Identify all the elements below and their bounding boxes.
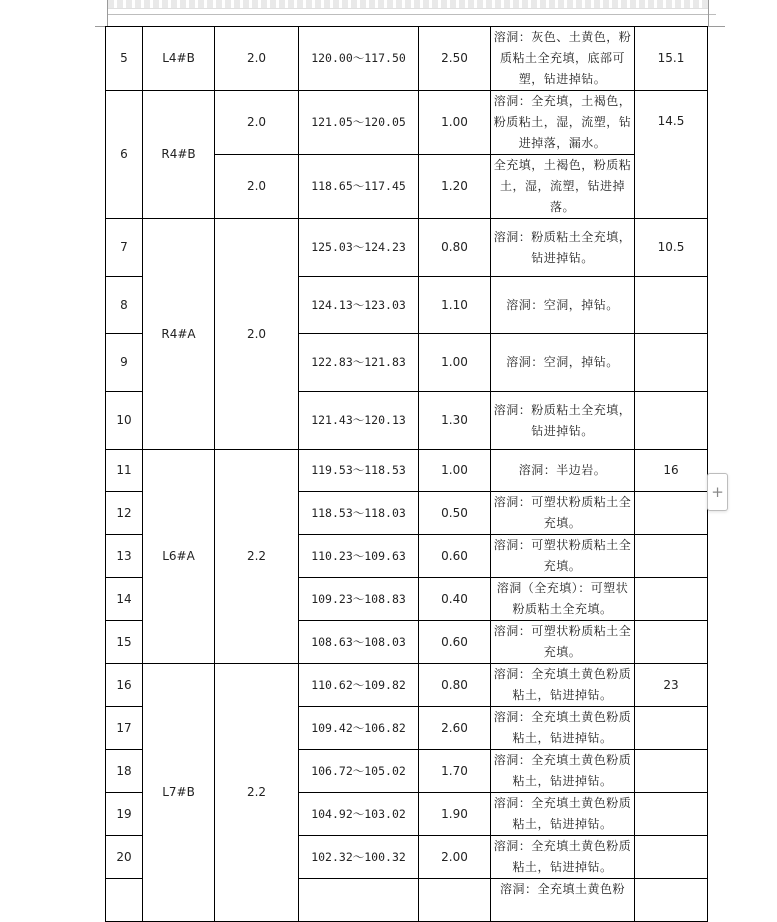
cell-description: 溶洞：粉质粘土全充填，钻进掉钻。 — [491, 392, 635, 450]
cell-value — [635, 535, 708, 578]
header-divider — [108, 14, 716, 15]
cell-diameter: 2.0 — [215, 27, 299, 91]
cell-value — [635, 836, 708, 879]
cell-description: 溶洞：全充填土黄色粉质粘土，钻进掉钻。 — [491, 793, 635, 836]
cell-length: 1.10 — [419, 277, 491, 334]
cell-hole: L7#B — [143, 664, 215, 922]
cell-no: 11 — [106, 450, 143, 492]
cell-length: 1.00 — [419, 450, 491, 492]
cell-elevation: 108.63～108.03 — [299, 621, 419, 664]
cell-elevation: 120.00～117.50 — [299, 27, 419, 91]
cell-description: 溶洞：空洞，掉钻。 — [491, 334, 635, 392]
table-row — [106, 450, 708, 492]
cell-value — [635, 621, 708, 664]
cell-no: 13 — [106, 535, 143, 578]
cell-no: 16 — [106, 664, 143, 707]
cell-value — [635, 392, 708, 450]
cell-description: 溶洞：空洞，掉钻。 — [491, 277, 635, 334]
cell-no: 19 — [106, 793, 143, 836]
table-row — [106, 664, 708, 707]
cell-description: 溶洞：全充填，土褐色，粉质粘土，湿，流塑，钻进掉落，漏水。 — [491, 91, 635, 155]
cell-description: 溶洞：半边岩。 — [491, 450, 635, 492]
cell-no: 14 — [106, 578, 143, 621]
cell-value — [635, 334, 708, 392]
cell-length: 0.80 — [419, 664, 491, 707]
cell-description: 溶洞：全充填土黄色粉 — [491, 879, 635, 922]
cell-description: 溶洞：可塑状粉质粘土全充填。 — [491, 621, 635, 664]
cell-description: 全充填，土褐色，粉质粘土，湿，流塑，钻进掉落。 — [491, 155, 635, 219]
cell-elevation: 106.72～105.02 — [299, 750, 419, 793]
cell-description: 溶洞：全充填土黄色粉质粘土，钻进掉钻。 — [491, 750, 635, 793]
margin-corner-mark-right — [708, 0, 725, 27]
cell-elevation: 122.83～121.83 — [299, 334, 419, 392]
cell-elevation: 110.23～109.63 — [299, 535, 419, 578]
cell-no: 9 — [106, 334, 143, 392]
cell-diameter: 2.0 — [215, 91, 299, 155]
cell-description: 溶洞：全充填土黄色粉质粘土，钻进掉钻。 — [491, 707, 635, 750]
cell-description: 溶洞：粉质粘土全充填，钻进掉钻。 — [491, 219, 635, 277]
table-row — [106, 219, 708, 277]
cell-no: 15 — [106, 621, 143, 664]
cell-no: 5 — [106, 27, 143, 91]
cell-value: 16 — [635, 450, 708, 492]
cell-no: 12 — [106, 492, 143, 535]
cell-length: 0.60 — [419, 535, 491, 578]
karst-cave-table — [105, 26, 708, 922]
cell-value — [635, 277, 708, 334]
cell-no: 10 — [106, 392, 143, 450]
cell-elevation: 102.32～100.32 — [299, 836, 419, 879]
cell-value: 23 — [635, 664, 708, 707]
cell-length: 1.90 — [419, 793, 491, 836]
cell-length: 1.70 — [419, 750, 491, 793]
cell-elevation: 109.42～106.82 — [299, 707, 419, 750]
cell-hole: L4#B — [143, 27, 215, 91]
cell-value — [635, 492, 708, 535]
cell-diameter: 2.2 — [215, 664, 299, 922]
page-header-strip — [108, 0, 708, 9]
cell-length: 0.50 — [419, 492, 491, 535]
cell-hole: L6#A — [143, 450, 215, 664]
cell-description: 溶洞：全充填土黄色粉质粘土，钻进掉钻。 — [491, 836, 635, 879]
cell-elevation: 118.65～117.45 — [299, 155, 419, 219]
cell-elevation — [299, 879, 419, 922]
cell-hole: R4#A — [143, 219, 215, 450]
cell-elevation: 121.43～120.13 — [299, 392, 419, 450]
cell-length: 1.00 — [419, 334, 491, 392]
cell-elevation: 124.13～123.03 — [299, 277, 419, 334]
cell-length: 1.30 — [419, 392, 491, 450]
cell-no: 18 — [106, 750, 143, 793]
add-button[interactable]: + — [707, 473, 728, 511]
cell-description: 溶洞：可塑状粉质粘土全充填。 — [491, 535, 635, 578]
cell-value — [635, 793, 708, 836]
cell-length: 0.60 — [419, 621, 491, 664]
cell-elevation: 118.53～118.03 — [299, 492, 419, 535]
cell-no: 20 — [106, 836, 143, 879]
cell-no: 6 — [106, 91, 143, 219]
cell-no: 17 — [106, 707, 143, 750]
cell-value: 14.5 — [635, 91, 708, 219]
cell-length: 2.60 — [419, 707, 491, 750]
cell-description: 溶洞：全充填土黄色粉质粘土，钻进掉钻。 — [491, 664, 635, 707]
cell-length: 1.00 — [419, 91, 491, 155]
cell-value — [635, 879, 708, 922]
table-row — [106, 91, 708, 155]
margin-corner-mark-left — [95, 0, 108, 27]
table-row — [106, 27, 708, 91]
cell-description: 溶洞：灰色、土黄色，粉质粘土全充填，底部可塑，钻进掉钻。 — [491, 27, 635, 91]
cell-length: 0.80 — [419, 219, 491, 277]
cell-no — [106, 879, 143, 922]
cell-length: 2.00 — [419, 836, 491, 879]
cell-diameter: 2.0 — [215, 155, 299, 219]
cell-length — [419, 879, 491, 922]
cell-elevation: 119.53～118.53 — [299, 450, 419, 492]
cell-no: 7 — [106, 219, 143, 277]
cell-value — [635, 578, 708, 621]
cell-elevation: 104.92～103.02 — [299, 793, 419, 836]
cell-elevation: 110.62～109.82 — [299, 664, 419, 707]
cell-no: 8 — [106, 277, 143, 334]
cell-hole: R4#B — [143, 91, 215, 219]
cell-diameter: 2.2 — [215, 450, 299, 664]
cell-elevation: 121.05～120.05 — [299, 91, 419, 155]
cell-length: 1.20 — [419, 155, 491, 219]
cell-length: 2.50 — [419, 27, 491, 91]
cell-diameter: 2.0 — [215, 219, 299, 450]
cell-value — [635, 750, 708, 793]
cell-elevation: 109.23～108.83 — [299, 578, 419, 621]
cell-description: 溶洞：可塑状粉质粘土全充填。 — [491, 492, 635, 535]
cell-value — [635, 707, 708, 750]
cell-length: 0.40 — [419, 578, 491, 621]
cell-description: 溶洞（全充填）：可塑状粉质粘土全充填。 — [491, 578, 635, 621]
cell-elevation: 125.03～124.23 — [299, 219, 419, 277]
cell-value: 10.5 — [635, 219, 708, 277]
cell-value: 15.1 — [635, 27, 708, 91]
